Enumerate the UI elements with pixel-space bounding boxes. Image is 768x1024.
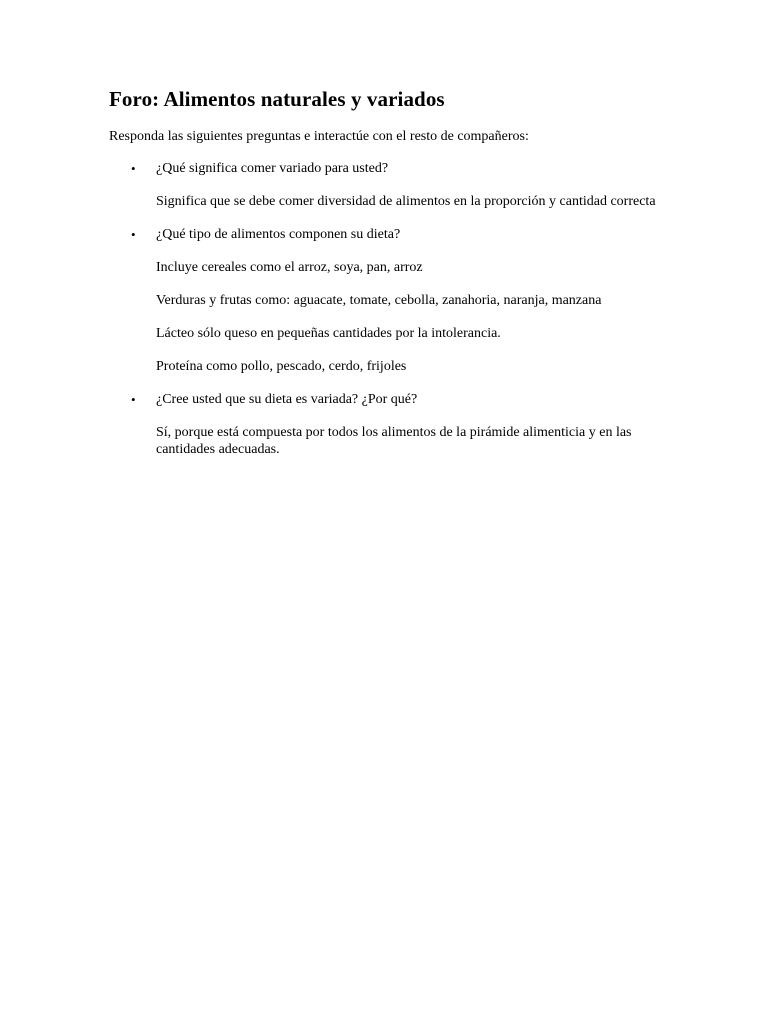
answer-text: Proteína como pollo, pescado, cerdo, frijoles: [156, 359, 407, 374]
question-item: [109, 160, 669, 210]
document-page: [109, 84, 669, 458]
question-text: ¿Qué tipo de alimentos componen su dieta?: [156, 227, 401, 242]
bullet-icon: •: [131, 392, 136, 407]
answer-text: Incluye cereales como el arroz, soya, pan, arroz: [156, 260, 423, 275]
intro-text: Responda las siguientes preguntas e interactúe con el resto de compañeros:: [109, 129, 529, 144]
question-item: [109, 226, 669, 375]
document-title: Foro: Alimentos naturales y variados: [109, 87, 445, 111]
bullet-icon: •: [131, 227, 136, 242]
answer-text: Verduras y frutas como: aguacate, tomate, cebolla, zanahoria, naranja, manzana: [156, 293, 602, 308]
questions-list: [109, 160, 669, 458]
question-text: ¿Cree usted que su dieta es variada? ¿Por qué?: [156, 392, 418, 407]
question-text: ¿Qué significa comer variado para usted?: [156, 161, 389, 176]
bullet-icon: •: [131, 161, 136, 176]
answer-text: Sí, porque está compuesta por todos los alimentos de la pirámide alimenticia y en las cantidades adecuadas.: [156, 425, 632, 457]
answer-text: Lácteo sólo queso en pequeñas cantidades por la intolerancia.: [156, 326, 501, 341]
answer-text: Significa que se debe comer diversidad de alimentos en la proporción y cantidad correcta: [156, 194, 656, 209]
question-item: [109, 391, 669, 458]
